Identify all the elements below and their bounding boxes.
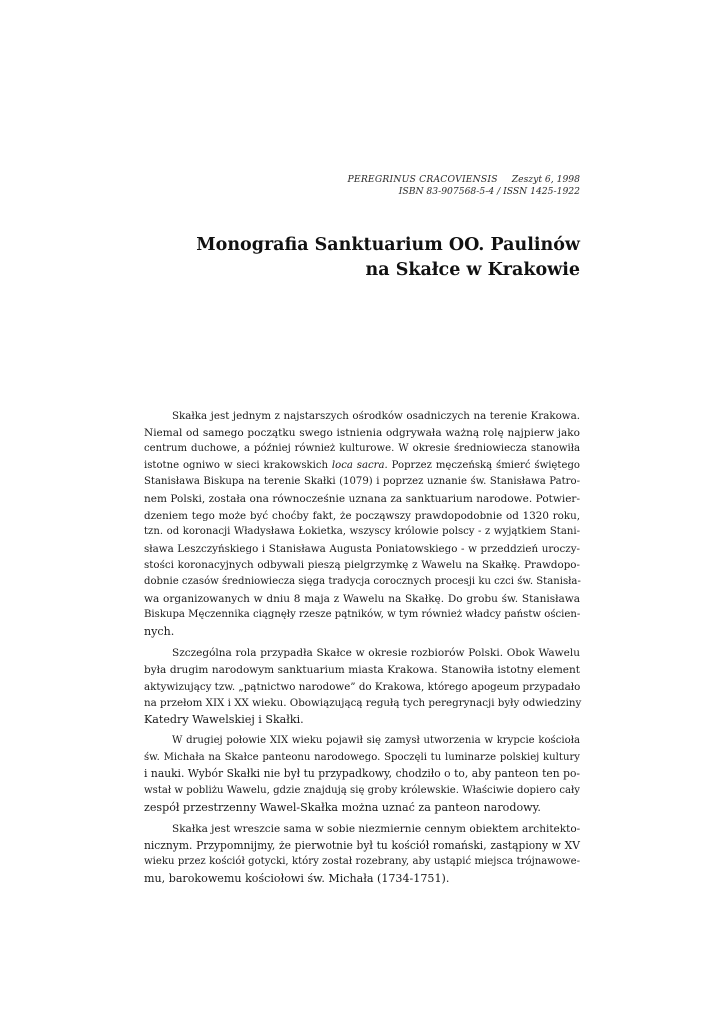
text-line-with-emphasis [144, 458, 580, 475]
text-line: W drugiej połowie XIX wieku pojawił się zamysł utworzenia w krypcie kościoła [172, 735, 580, 747]
paragraph-2 [144, 645, 580, 728]
text-line: zespół przestrzenny Wawel-Skałka można uznać za panteon narodowy. [144, 800, 541, 814]
title-line-2: na Skałce w Krakowie [365, 260, 580, 280]
text-line: wstał w pobliżu Wawelu, gdzie znajdują się groby królewskie. Właściwie dopiero cały [144, 785, 580, 797]
text-line: wieku przez kościół gotycki, który został rozebrany, aby ustąpić miejsca trójnawowe- [144, 856, 580, 868]
text-line: sława Leszczyńskiego i Stanisława Augusta Poniatowskiego - w przeddzień uroczy- [144, 542, 580, 555]
journal-line [348, 174, 580, 186]
text-fragment: istotne ogniwo w sieci krakowskich [144, 459, 332, 471]
text-line: tzn. od koronacji Władysława Łokietka, wszyscy królowie polscy - z wyjątkiem Stani- [144, 526, 580, 538]
text-line: dobnie czasów średniowiecza sięga tradycja corocznych procesji ku czci św. Stanisła- [144, 575, 581, 587]
emphasis-loca-sacra: loca sacra [331, 459, 385, 471]
paragraph-4 [144, 821, 580, 887]
issue-info: Zeszyt 6, 1998 [511, 174, 580, 185]
isbn-issn: ISBN 83-907568-5-4 / ISSN 1425-1922 [398, 186, 580, 197]
journal-header [348, 174, 580, 198]
text-fragment: . Poprzez męczeńską śmierć świętego [384, 459, 580, 471]
text-line: nych. [144, 624, 175, 638]
text-line: aktywizujący tzw. „pątnictwo narodowe” do Krakowa, którego apogeum przypadało [144, 680, 581, 693]
title-line-1: Monografia Sanktuarium OO. Paulinów [196, 235, 580, 255]
text-line: Skałka jest wreszcie sama w sobie niezmiernie cennym obiektem architekto- [172, 823, 581, 836]
article-title [140, 233, 580, 283]
text-line: Szczególna rola przypadła Skałce w okresie rozbiorów Polski. Obok Wawelu [172, 647, 580, 660]
text-line: Niemal od samego początku swego istnienia odgrywała ważną rolę najpierw jako [144, 426, 580, 439]
text-line: nicznym. Przypomnijmy, że pierwotnie był tu kościół romański, zastąpiony w XV [144, 838, 580, 852]
text-line: Stanisława Biskupa na terenie Skałki (1079) i poprzez uznanie św. Stanisława Patro- [144, 476, 580, 488]
paragraph-1 [144, 408, 580, 640]
text-line: wa organizowanych w dniu 8 maja z Wawelu na Skałkę. Do grobu św. Stanisława [144, 592, 580, 605]
text-line: stości koronacyjnych odbywali pieszą pielgrzymkę z Wawelu na Skałkę. Prawdopo- [144, 559, 580, 572]
text-line: Katedry Wawelskiej i Skałki. [144, 712, 304, 726]
text-line: i nauki. Wybór Skałki nie był tu przypadkowy, chodziło o to, aby panteon ten po- [144, 767, 580, 781]
paragraph-3 [144, 733, 580, 816]
journal-name: PEREGRINUS CRACOVIENSIS [347, 174, 498, 185]
text-line: centrum duchowe, a później również kulturowe. W okresie średniowiecza stanowiła [144, 443, 580, 455]
text-line: Skałka jest jednym z najstarszych ośrodków osadniczych na terenie Krakowa. [172, 410, 580, 422]
text-line: mu, barokowemu kościołowi św. Michała (1734-1751). [144, 872, 450, 886]
text-line: na przełom XIX i XX wieku. Obowiązującą regułą tych peregrynacji były odwiedziny [144, 697, 582, 710]
text-line: Biskupa Męczennika ciągnęły rzesze pątników, w tym również władcy państw ościen- [144, 609, 581, 621]
text-line: nem Polski, została ona równocześnie uznana za sanktuarium narodowe. Potwier- [144, 492, 580, 505]
text-line: dzeniem tego może być choćby fakt, że począwszy prawdopodobnie od 1320 roku, [144, 509, 580, 522]
text-line: była drugim narodowym sanktuarium miasta Krakowa. Stanowiła istotny element [144, 663, 580, 676]
text-line: św. Michała na Skałce panteonu narodowego. Spoczęli tu luminarze polskiej kultury [144, 751, 580, 763]
article-body [144, 408, 580, 893]
